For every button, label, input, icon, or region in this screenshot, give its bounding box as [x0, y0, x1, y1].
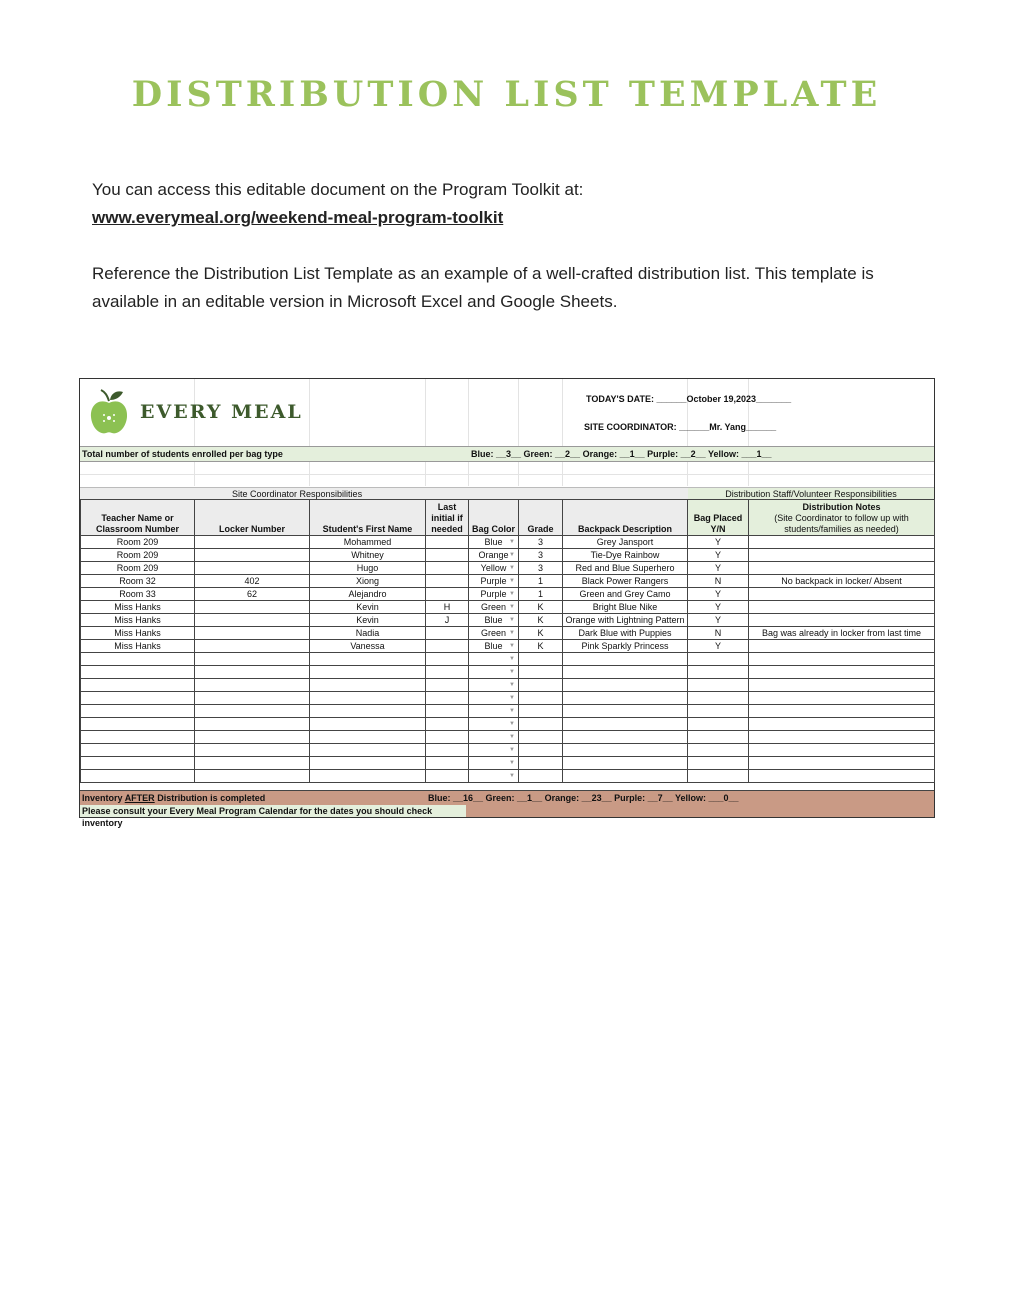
- cell-locker[interactable]: [195, 614, 310, 627]
- cell-backpack[interactable]: Red and Blue Superhero: [563, 562, 688, 575]
- cell-locker[interactable]: [195, 744, 310, 757]
- cell-initial[interactable]: [426, 718, 469, 731]
- cell-placed[interactable]: [688, 653, 749, 666]
- table-row: [81, 770, 935, 783]
- cell-bag[interactable]: [469, 757, 519, 770]
- table-row: [81, 653, 935, 666]
- cell-bag[interactable]: [469, 731, 519, 744]
- dropdown-arrow-icon[interactable]: ▼: [509, 591, 515, 597]
- table-row: [81, 744, 935, 757]
- cell-placed[interactable]: Y: [688, 562, 749, 575]
- cell-initial[interactable]: [426, 588, 469, 601]
- inventory-counts: Blue: __16__ Green: __1__ Orange: __23__ Purple: __7__ Yellow: ___0__: [428, 793, 739, 803]
- cell-student[interactable]: Mohammed: [310, 536, 426, 549]
- table-row: [81, 627, 935, 640]
- cell-initial[interactable]: [426, 562, 469, 575]
- cell-initial[interactable]: H: [426, 601, 469, 614]
- cell-placed[interactable]: Y: [688, 549, 749, 562]
- cell-student[interactable]: Kevin: [310, 614, 426, 627]
- cell-notes[interactable]: [749, 601, 935, 614]
- cell-teacher[interactable]: Miss Hanks: [81, 601, 195, 614]
- cell-locker[interactable]: [195, 627, 310, 640]
- dropdown-arrow-icon[interactable]: ▼: [509, 708, 515, 714]
- cell-student[interactable]: [310, 731, 426, 744]
- cell-teacher[interactable]: [81, 718, 195, 731]
- cell-grade[interactable]: K: [519, 640, 563, 653]
- cell-locker[interactable]: [195, 653, 310, 666]
- cell-student[interactable]: [310, 692, 426, 705]
- table-row: [81, 718, 935, 731]
- cell-locker[interactable]: [195, 536, 310, 549]
- dropdown-arrow-icon[interactable]: ▼: [509, 643, 515, 649]
- distribution-sheet: [79, 378, 935, 828]
- cell-student[interactable]: Vanessa: [310, 640, 426, 653]
- cell-initial[interactable]: [426, 549, 469, 562]
- cell-grade[interactable]: 3: [519, 536, 563, 549]
- cell-notes[interactable]: [749, 536, 935, 549]
- dropdown-arrow-icon[interactable]: ▼: [509, 604, 515, 610]
- cell-student[interactable]: [310, 718, 426, 731]
- dropdown-arrow-icon[interactable]: ▼: [509, 747, 515, 753]
- cell-initial[interactable]: [426, 757, 469, 770]
- cell-backpack[interactable]: Bright Blue Nike: [563, 601, 688, 614]
- cell-teacher[interactable]: [81, 666, 195, 679]
- dropdown-arrow-icon[interactable]: ▼: [509, 721, 515, 727]
- cell-backpack[interactable]: [563, 718, 688, 731]
- cell-notes[interactable]: [749, 679, 935, 692]
- cell-grade[interactable]: 3: [519, 549, 563, 562]
- cell-initial[interactable]: [426, 640, 469, 653]
- table-row: [81, 601, 935, 614]
- table-row: [81, 666, 935, 679]
- cell-bag[interactable]: Blue ▼: [469, 640, 519, 653]
- cell-teacher[interactable]: Miss Hanks: [81, 614, 195, 627]
- cell-placed[interactable]: [688, 718, 749, 731]
- cell-locker[interactable]: [195, 757, 310, 770]
- cell-backpack[interactable]: Dark Blue with Puppies: [563, 627, 688, 640]
- cell-notes[interactable]: [749, 744, 935, 757]
- cell-student[interactable]: Alejandro: [310, 588, 426, 601]
- notes-title: Distribution Notes: [802, 502, 881, 512]
- cell-notes[interactable]: [749, 549, 935, 562]
- site-coordinator: SITE COORDINATOR: ______Mr. Yang______: [584, 422, 777, 432]
- cell-grade[interactable]: 1: [519, 588, 563, 601]
- dropdown-arrow-icon[interactable]: ▼: [509, 695, 515, 701]
- header-initial: Last initial if needed: [426, 500, 469, 536]
- cell-initial[interactable]: J: [426, 614, 469, 627]
- table-row: [81, 679, 935, 692]
- cell-grade[interactable]: [519, 744, 563, 757]
- cell-initial[interactable]: [426, 666, 469, 679]
- cell-grade[interactable]: 1: [519, 575, 563, 588]
- cell-student[interactable]: Xiong: [310, 575, 426, 588]
- cell-backpack[interactable]: [563, 679, 688, 692]
- consult-note: Please consult your Every Meal Program Calendar for the dates you should check inventory: [80, 805, 466, 817]
- page-title: DISTRIBUTION LIST TEMPLATE: [131, 74, 882, 115]
- cell-notes[interactable]: [749, 640, 935, 653]
- apple-logo-icon: [89, 387, 129, 437]
- cell-bag[interactable]: Green ▼: [469, 601, 519, 614]
- cell-bag[interactable]: Purple ▼: [469, 588, 519, 601]
- dropdown-arrow-icon[interactable]: ▼: [509, 656, 515, 662]
- cell-grade[interactable]: [519, 679, 563, 692]
- cell-backpack[interactable]: [563, 744, 688, 757]
- header-bag: Bag Color: [469, 500, 519, 536]
- cell-backpack[interactable]: [563, 705, 688, 718]
- distribution-table: [80, 499, 935, 783]
- intro-paragraph: Reference the Distribution List Template as an example of a well-crafted distribution list. This template is available in an editable version in Microsoft Excel and Google Sheets.: [92, 264, 874, 311]
- cell-student[interactable]: [310, 770, 426, 783]
- cell-locker[interactable]: [195, 705, 310, 718]
- cell-backpack[interactable]: [563, 692, 688, 705]
- cell-bag[interactable]: [469, 718, 519, 731]
- todays-date: TODAY'S DATE: ______October 19,2023_______: [586, 394, 792, 404]
- cell-locker[interactable]: [195, 601, 310, 614]
- cell-teacher[interactable]: [81, 744, 195, 757]
- cell-grade[interactable]: K: [519, 601, 563, 614]
- cell-bag[interactable]: [469, 744, 519, 757]
- cell-initial[interactable]: [426, 575, 469, 588]
- cell-locker[interactable]: [195, 562, 310, 575]
- table-row: [81, 549, 935, 562]
- cell-bag[interactable]: Green ▼: [469, 627, 519, 640]
- cell-initial[interactable]: [426, 627, 469, 640]
- cell-backpack[interactable]: [563, 653, 688, 666]
- cell-teacher[interactable]: [81, 705, 195, 718]
- blank-row: [80, 474, 934, 488]
- cell-student[interactable]: [310, 744, 426, 757]
- header-grade: Grade: [519, 500, 563, 536]
- cell-notes[interactable]: [749, 731, 935, 744]
- cell-teacher[interactable]: Miss Hanks: [81, 640, 195, 653]
- table-body: [81, 536, 935, 783]
- cell-initial[interactable]: [426, 536, 469, 549]
- table-row: [81, 731, 935, 744]
- cell-placed[interactable]: Y: [688, 640, 749, 653]
- dropdown-arrow-icon[interactable]: ▼: [509, 617, 515, 623]
- cell-notes[interactable]: [749, 692, 935, 705]
- cell-student[interactable]: [310, 679, 426, 692]
- header-placed: Bag Placed Y/N: [688, 500, 749, 536]
- table-row: [81, 692, 935, 705]
- cell-bag[interactable]: [469, 705, 519, 718]
- enrolled-label: Total number of students enrolled per bag type: [82, 449, 283, 459]
- cell-placed[interactable]: Y: [688, 536, 749, 549]
- dropdown-arrow-icon[interactable]: ▼: [509, 565, 515, 571]
- cell-backpack[interactable]: Orange with Lightning Pattern: [563, 614, 688, 627]
- cell-student[interactable]: [310, 666, 426, 679]
- cell-placed[interactable]: Y: [688, 601, 749, 614]
- dropdown-arrow-icon[interactable]: ▼: [509, 734, 515, 740]
- cell-placed[interactable]: N: [688, 627, 749, 640]
- header-locker: Locker Number: [195, 500, 310, 536]
- cell-bag[interactable]: [469, 770, 519, 783]
- cell-backpack[interactable]: Tie-Dye Rainbow: [563, 549, 688, 562]
- cell-initial[interactable]: [426, 692, 469, 705]
- cell-locker[interactable]: [195, 731, 310, 744]
- cell-grade[interactable]: [519, 692, 563, 705]
- cell-initial[interactable]: [426, 705, 469, 718]
- enrolled-counts: Blue: __3__ Green: __2__ Orange: __1__ Purple: __2__ Yellow: ___1__: [471, 449, 772, 459]
- dropdown-arrow-icon[interactable]: ▼: [509, 773, 515, 779]
- header-row: [81, 500, 935, 536]
- cell-teacher[interactable]: [81, 757, 195, 770]
- cell-grade[interactable]: [519, 653, 563, 666]
- cell-student[interactable]: Nadia: [310, 627, 426, 640]
- enrolled-band: [80, 446, 934, 462]
- cell-backpack[interactable]: [563, 757, 688, 770]
- cell-notes[interactable]: Bag was already in locker from last time: [749, 627, 935, 640]
- cell-grade[interactable]: K: [519, 614, 563, 627]
- cell-teacher[interactable]: [81, 770, 195, 783]
- cell-notes[interactable]: [749, 770, 935, 783]
- dropdown-arrow-icon[interactable]: ▼: [509, 578, 515, 584]
- cell-teacher[interactable]: Room 32: [81, 575, 195, 588]
- cell-grade[interactable]: [519, 666, 563, 679]
- cell-notes[interactable]: [749, 705, 935, 718]
- cell-teacher[interactable]: Room 209: [81, 562, 195, 575]
- table-row: [81, 705, 935, 718]
- cell-placed[interactable]: Y: [688, 588, 749, 601]
- dropdown-arrow-icon[interactable]: ▼: [509, 539, 515, 545]
- cell-locker[interactable]: [195, 666, 310, 679]
- table-row: [81, 536, 935, 549]
- cell-locker[interactable]: [195, 692, 310, 705]
- dropdown-arrow-icon[interactable]: ▼: [509, 630, 515, 636]
- dropdown-arrow-icon[interactable]: ▼: [509, 760, 515, 766]
- cell-teacher[interactable]: Room 209: [81, 536, 195, 549]
- cell-teacher[interactable]: Room 209: [81, 549, 195, 562]
- intro-line: You can access this editable document on the Program Toolkit at:: [92, 180, 584, 199]
- cell-notes[interactable]: [749, 757, 935, 770]
- cell-grade[interactable]: [519, 731, 563, 744]
- site-responsibilities: Site Coordinator Responsibilities: [232, 489, 363, 499]
- distribution-responsibilities: Distribution Staff/Volunteer Responsibilities: [688, 488, 934, 500]
- cell-initial[interactable]: [426, 744, 469, 757]
- header-notes: [749, 500, 935, 536]
- cell-locker[interactable]: 62: [195, 588, 310, 601]
- cell-placed[interactable]: [688, 692, 749, 705]
- cell-student[interactable]: Hugo: [310, 562, 426, 575]
- notes-subtitle: (Site Coordinator to follow up with students/families as needed): [774, 513, 909, 534]
- cell-teacher[interactable]: [81, 731, 195, 744]
- cell-backpack[interactable]: Black Power Rangers: [563, 575, 688, 588]
- cell-placed[interactable]: Y: [688, 614, 749, 627]
- cell-backpack[interactable]: [563, 731, 688, 744]
- cell-placed[interactable]: [688, 731, 749, 744]
- cell-notes[interactable]: [749, 588, 935, 601]
- cell-backpack[interactable]: [563, 666, 688, 679]
- cell-locker[interactable]: [195, 679, 310, 692]
- table-row: [81, 757, 935, 770]
- cell-initial[interactable]: [426, 679, 469, 692]
- cell-placed[interactable]: [688, 679, 749, 692]
- table-row: [81, 575, 935, 588]
- cell-backpack[interactable]: Green and Grey Camo: [563, 588, 688, 601]
- cell-grade[interactable]: K: [519, 627, 563, 640]
- cell-student[interactable]: [310, 757, 426, 770]
- cell-bag[interactable]: Purple ▼: [469, 575, 519, 588]
- cell-grade[interactable]: [519, 718, 563, 731]
- cell-bag[interactable]: Yellow ▼: [469, 562, 519, 575]
- cell-notes[interactable]: [749, 653, 935, 666]
- cell-teacher[interactable]: [81, 653, 195, 666]
- cell-grade[interactable]: 3: [519, 562, 563, 575]
- cell-locker[interactable]: [195, 640, 310, 653]
- cell-backpack[interactable]: Pink Sparkly Princess: [563, 640, 688, 653]
- blank-row: [80, 461, 934, 475]
- cell-bag[interactable]: [469, 653, 519, 666]
- cell-bag[interactable]: Blue ▼: [469, 536, 519, 549]
- cell-notes[interactable]: [749, 718, 935, 731]
- cell-notes[interactable]: [749, 562, 935, 575]
- inventory-band: [80, 790, 934, 828]
- cell-placed[interactable]: [688, 770, 749, 783]
- table-row: [81, 614, 935, 627]
- cell-placed[interactable]: [688, 666, 749, 679]
- cell-teacher[interactable]: Room 33: [81, 588, 195, 601]
- cell-backpack[interactable]: [563, 770, 688, 783]
- toolkit-link[interactable]: www.everymeal.org/weekend-meal-program-toolkit: [92, 208, 504, 227]
- inventory-label: Inventory AFTER Distribution is completed: [82, 793, 266, 803]
- cell-grade[interactable]: [519, 757, 563, 770]
- cell-placed[interactable]: N: [688, 575, 749, 588]
- cell-grade[interactable]: [519, 705, 563, 718]
- cell-initial[interactable]: [426, 770, 469, 783]
- cell-placed[interactable]: [688, 744, 749, 757]
- cell-initial[interactable]: [426, 731, 469, 744]
- header-teacher: Teacher Name or Classroom Number: [81, 500, 195, 536]
- brand-name: EVERY MEAL: [140, 401, 303, 423]
- table-row: [81, 588, 935, 601]
- header-student: Student's First Name: [310, 500, 426, 536]
- cell-teacher[interactable]: [81, 692, 195, 705]
- cell-locker[interactable]: [195, 718, 310, 731]
- cell-bag[interactable]: Orange ▼: [469, 549, 519, 562]
- cell-notes[interactable]: [749, 614, 935, 627]
- dropdown-arrow-icon[interactable]: ▼: [509, 682, 515, 688]
- cell-student[interactable]: [310, 653, 426, 666]
- table-row: [81, 562, 935, 575]
- cell-placed[interactable]: [688, 757, 749, 770]
- cell-backpack[interactable]: Grey Jansport: [563, 536, 688, 549]
- header-backpack: Backpack Description: [563, 500, 688, 536]
- cell-bag[interactable]: [469, 666, 519, 679]
- cell-grade[interactable]: [519, 770, 563, 783]
- cell-bag[interactable]: [469, 692, 519, 705]
- cell-student[interactable]: Kevin: [310, 601, 426, 614]
- cell-teacher[interactable]: Miss Hanks: [81, 627, 195, 640]
- cell-placed[interactable]: [688, 705, 749, 718]
- cell-teacher[interactable]: [81, 679, 195, 692]
- dropdown-arrow-icon[interactable]: ▼: [509, 669, 515, 675]
- intro-text: [92, 176, 932, 316]
- cell-locker[interactable]: [195, 770, 310, 783]
- cell-initial[interactable]: [426, 653, 469, 666]
- cell-notes[interactable]: No backpack in locker/ Absent: [749, 575, 935, 588]
- cell-locker[interactable]: 402: [195, 575, 310, 588]
- cell-bag[interactable]: Blue ▼: [469, 614, 519, 627]
- cell-student[interactable]: [310, 705, 426, 718]
- dropdown-arrow-icon[interactable]: ▼: [509, 552, 515, 558]
- cell-student[interactable]: Whitney: [310, 549, 426, 562]
- table-row: [81, 640, 935, 653]
- cell-notes[interactable]: [749, 666, 935, 679]
- cell-bag[interactable]: [469, 679, 519, 692]
- cell-locker[interactable]: [195, 549, 310, 562]
